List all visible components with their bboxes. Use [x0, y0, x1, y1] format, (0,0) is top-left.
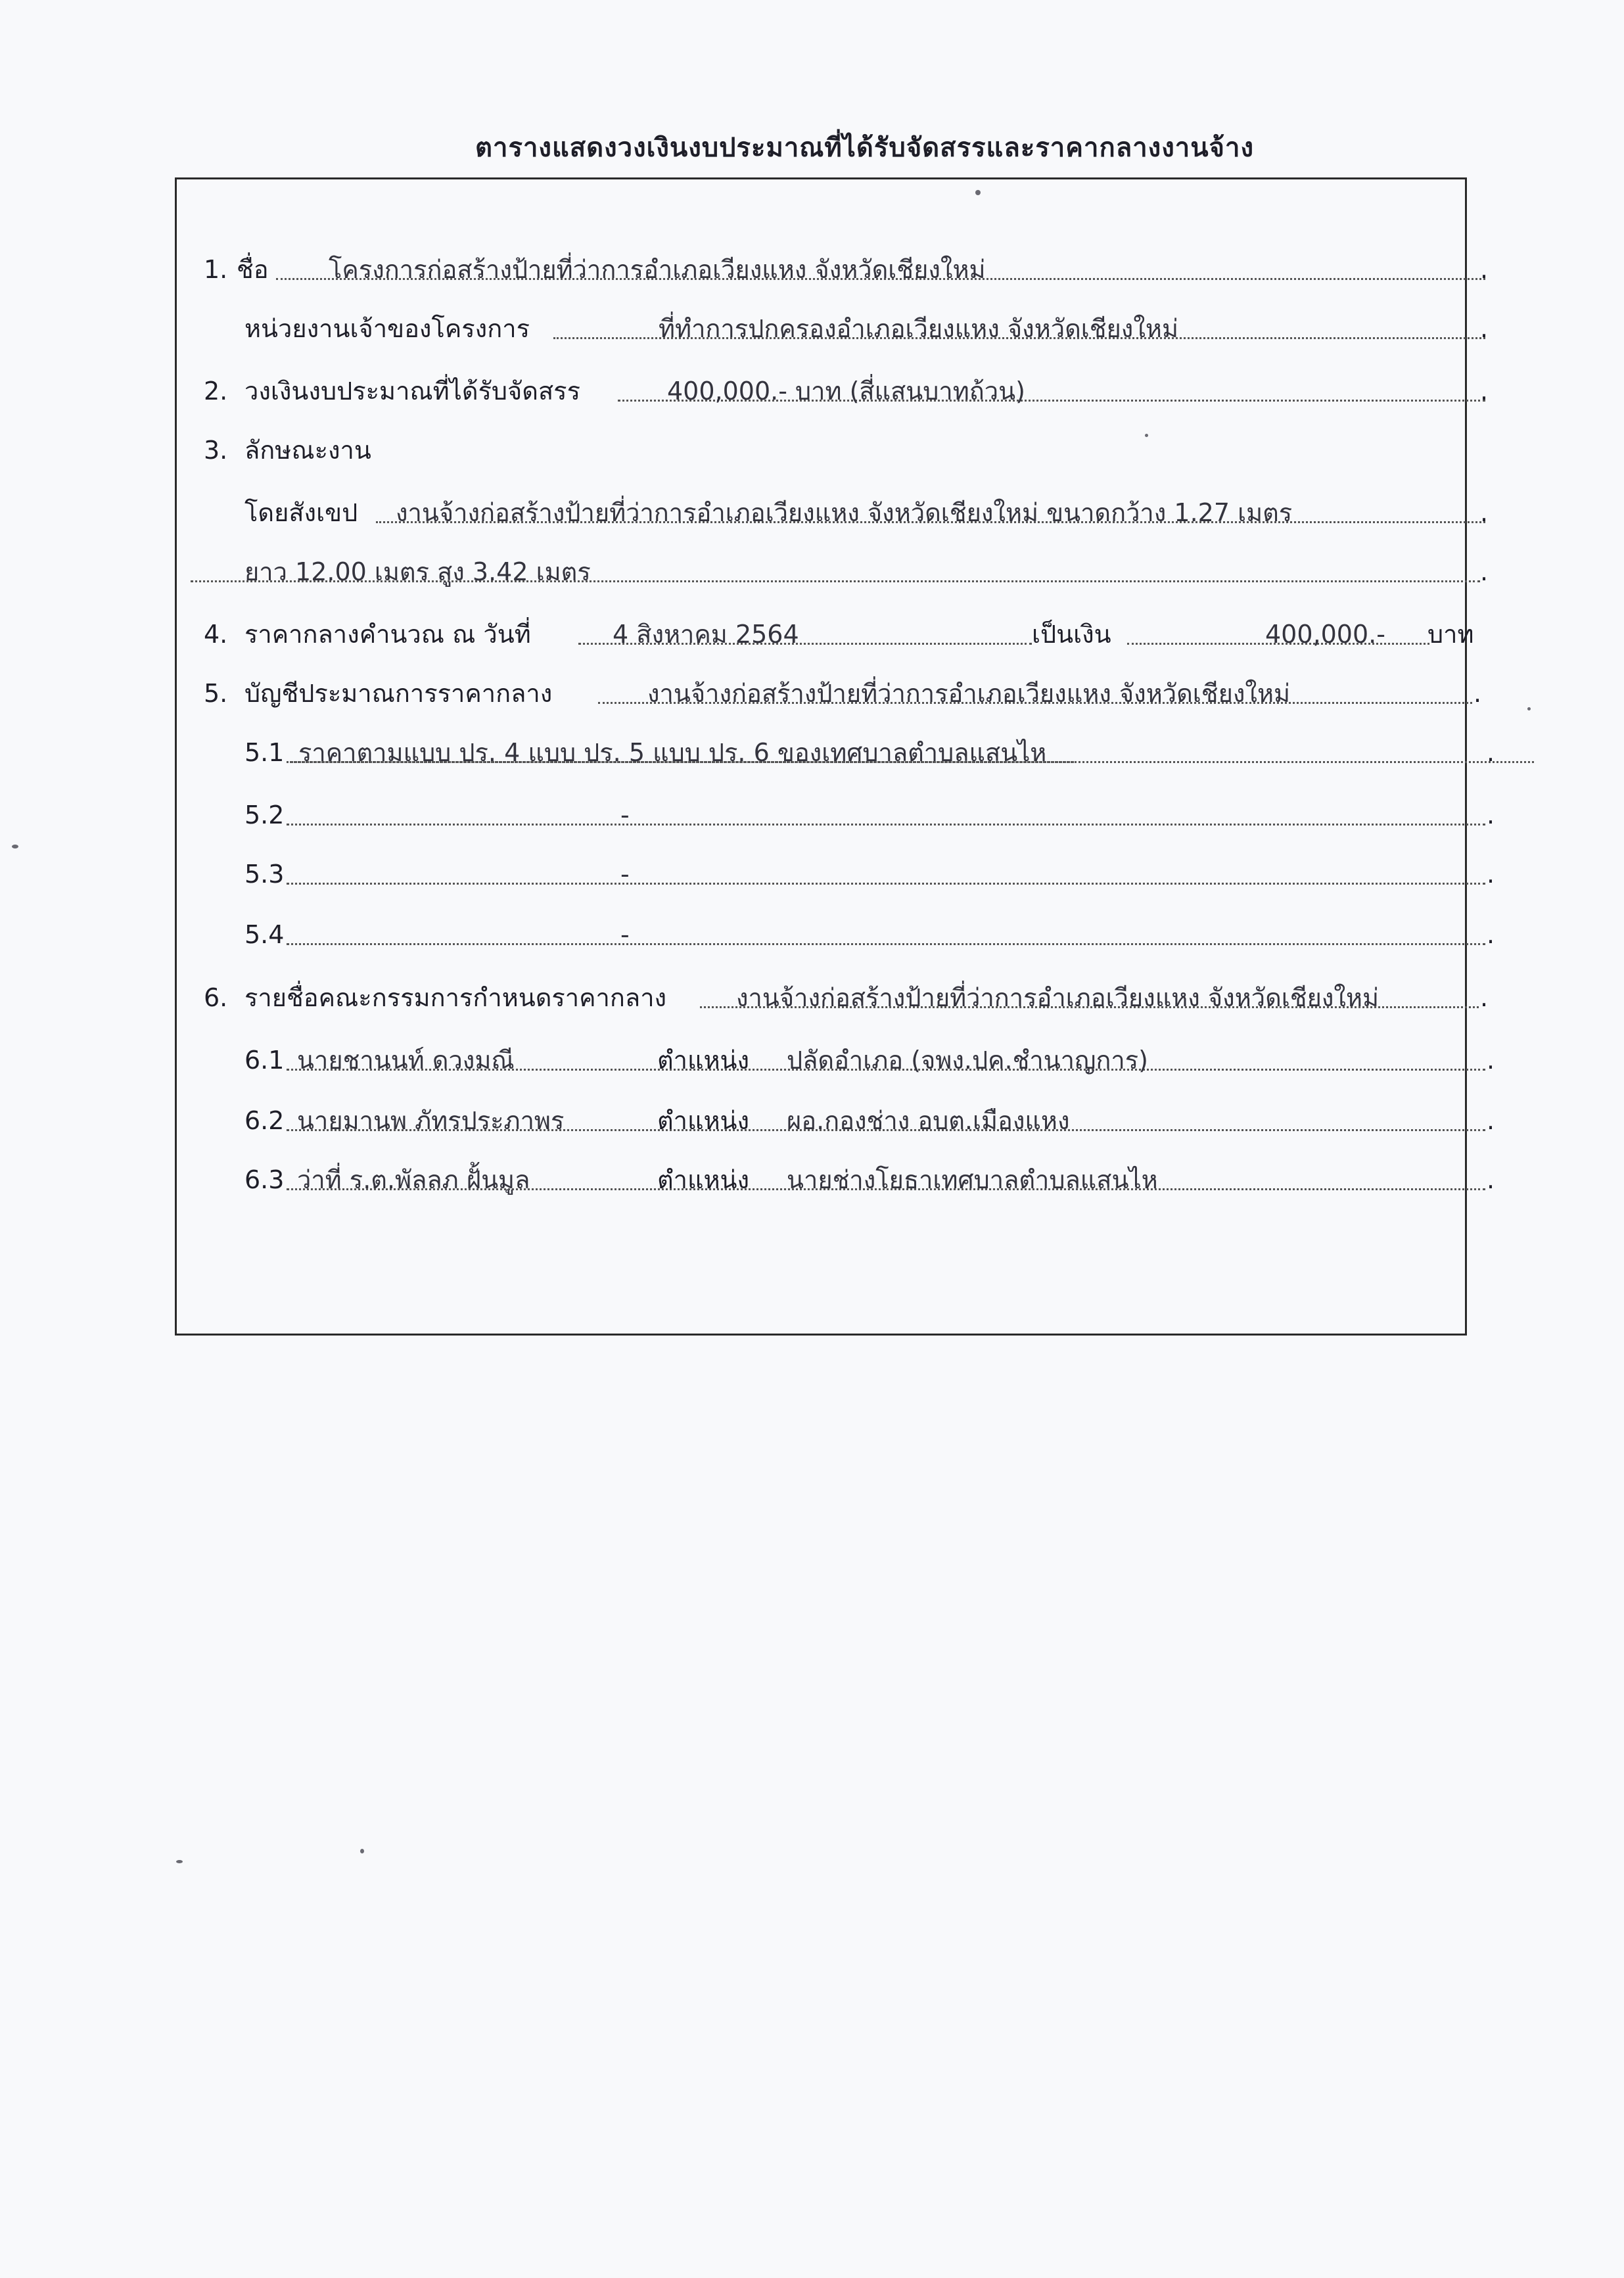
item-3-number: 3. [204, 436, 228, 465]
summary-value-line-2: ยาว 12.00 เมตร สูง 3.42 เมตร [244, 557, 591, 586]
owner-value: ที่ทำการปกครองอำเภอเวียงแหง จังหวัดเชียงใหม่ [659, 314, 1179, 343]
sub-5-2-number: 5.2 [244, 801, 285, 829]
sub-5-1-value: ราคาตามแบบ ปร. 4 แบบ ปร. 5 แบบ ปร. 6 ของเทศบาลตำบลแสนไห [298, 738, 1047, 767]
item-2-label: วงเงินงบประมาณที่ได้รับจัดสรร [244, 377, 580, 406]
estimate-value: งานจ้างก่อสร้างป้ายที่ว่าการอำเภอเวียงแหง จังหวัดเชียงใหม่ [647, 679, 1291, 708]
scan-speck [176, 1860, 183, 1863]
item-6-label: รายชื่อคณะกรรมการกำหนดราคากลาง [244, 983, 667, 1012]
member-6-1-position: ปลัดอำเภอ (จพง.ปค.ชำนาญการ) [787, 1046, 1148, 1075]
item-5-row [204, 674, 1492, 713]
end-mark: . [1480, 557, 1489, 586]
end-mark: . [1487, 920, 1495, 949]
amount-label: เป็นเงิน [1032, 620, 1111, 649]
sub-5-3-row [244, 854, 1495, 894]
scan-speck [1527, 707, 1531, 710]
member-6-3-name: ว่าที่ ร.ต.พัลลภ ฝั้นมูล [297, 1165, 530, 1194]
end-mark: . [1480, 255, 1489, 284]
scan-speck [12, 845, 18, 848]
item-1-row [204, 250, 1492, 289]
item-4-label: ราคากลางคำนวณ ณ วันที่ [244, 620, 531, 649]
end-mark: . [1487, 1165, 1495, 1194]
sub-5-4-dotted-line [287, 943, 1485, 945]
end-mark: . [1480, 314, 1489, 343]
scan-speck [975, 190, 981, 195]
member-6-2-position: ผอ.กองช่าง อบต.เมืองแหง [787, 1106, 1070, 1135]
summary-row-2 [191, 552, 1492, 592]
end-mark: . [1487, 738, 1495, 767]
end-mark: . [1480, 498, 1489, 527]
member-6-3-position-label: ตำแหน่ง [657, 1165, 750, 1194]
item-6-number: 6. [204, 983, 228, 1012]
scan-speck [360, 1849, 364, 1853]
sub-5-4-value: - [620, 920, 630, 949]
sub-5-3-number: 5.3 [244, 860, 285, 889]
end-mark: . [1480, 983, 1489, 1012]
item-2-number: 2. [204, 377, 228, 406]
summary-label: โดยสังเขป [244, 498, 358, 527]
member-6-2-number: 6.2 [244, 1106, 285, 1135]
item-2-row [204, 371, 1492, 411]
member-6-3-position: นายช่างโยธาเทศบาลตำบลแสนไห [787, 1165, 1158, 1194]
member-6-1-name: นายชานนท์ ดวงมณี [297, 1046, 515, 1075]
item-3-label: ลักษณะงาน [244, 436, 371, 465]
project-name-value: โครงการก่อสร้างป้ายที่ว่าการอำเภอเวียงแหง จังหวัดเชียงใหม่ [329, 255, 986, 284]
sub-5-1-row [244, 733, 1495, 772]
sub-5-2-row [244, 795, 1495, 835]
member-6-1-position-label: ตำแหน่ง [657, 1046, 750, 1075]
document-title: ตารางแสดงวงเงินงบประมาณที่ได้รับจัดสรรและราคากลางงานจ้าง [475, 133, 1254, 163]
currency-unit: บาท [1427, 620, 1474, 649]
sub-5-4-number: 5.4 [244, 920, 285, 949]
item-5-label: บัญชีประมาณการราคากลาง [244, 679, 553, 708]
summary-value-line-1: งานจ้างก่อสร้างป้ายที่ว่าการอำเภอเวียงแหง จังหวัดเชียงใหม่ ขนาดกว้าง 1.27 เมตร [396, 498, 1293, 527]
end-mark: . [1487, 1106, 1495, 1135]
item-1-number: 1. [204, 255, 228, 284]
item-3-row [204, 430, 1492, 470]
sub-5-3-value: - [620, 860, 630, 889]
sub-5-3-dotted-line [287, 883, 1485, 885]
end-mark: . [1487, 1046, 1495, 1075]
budget-value: 400,000.- บาท (สี่แสนบาทถ้วน) [667, 377, 1025, 406]
scan-speck [1145, 434, 1148, 437]
end-mark: . [1473, 679, 1482, 708]
end-mark: . [1487, 801, 1495, 829]
summary-row-1 [244, 493, 1492, 532]
owner-row [244, 309, 1492, 348]
committee-work-value: งานจ้างก่อสร้างป้ายที่ว่าการอำเภอเวียงแหง จังหวัดเชียงใหม่ [736, 983, 1380, 1012]
item-6-row [204, 978, 1492, 1017]
end-mark: . [1480, 377, 1489, 406]
member-6-2-position-label: ตำแหน่ง [657, 1106, 750, 1135]
member-6-1-number: 6.1 [244, 1046, 285, 1075]
member-6-1-row [244, 1040, 1495, 1080]
sub-5-4-row [244, 915, 1495, 954]
member-6-2-row [244, 1101, 1495, 1140]
item-4-row [204, 615, 1492, 654]
price-amount: 400,000.- [1265, 620, 1385, 649]
sub-5-2-dotted-line [287, 824, 1485, 825]
sub-5-2-value: - [620, 801, 630, 829]
member-6-2-name: นายมานพ ภัทรประภาพร [297, 1106, 565, 1135]
end-mark: . [1487, 860, 1495, 889]
member-6-3-row [244, 1160, 1495, 1199]
item-1-label: ชื่อ [237, 255, 269, 284]
sub-5-1-number: 5.1 [244, 738, 285, 767]
member-6-3-number: 6.3 [244, 1165, 285, 1194]
owner-label: หน่วยงานเจ้าของโครงการ [244, 314, 530, 343]
item-4-number: 4. [204, 620, 228, 649]
item-5-number: 5. [204, 679, 228, 708]
price-date: 4 สิงหาคม 2564 [613, 620, 799, 649]
